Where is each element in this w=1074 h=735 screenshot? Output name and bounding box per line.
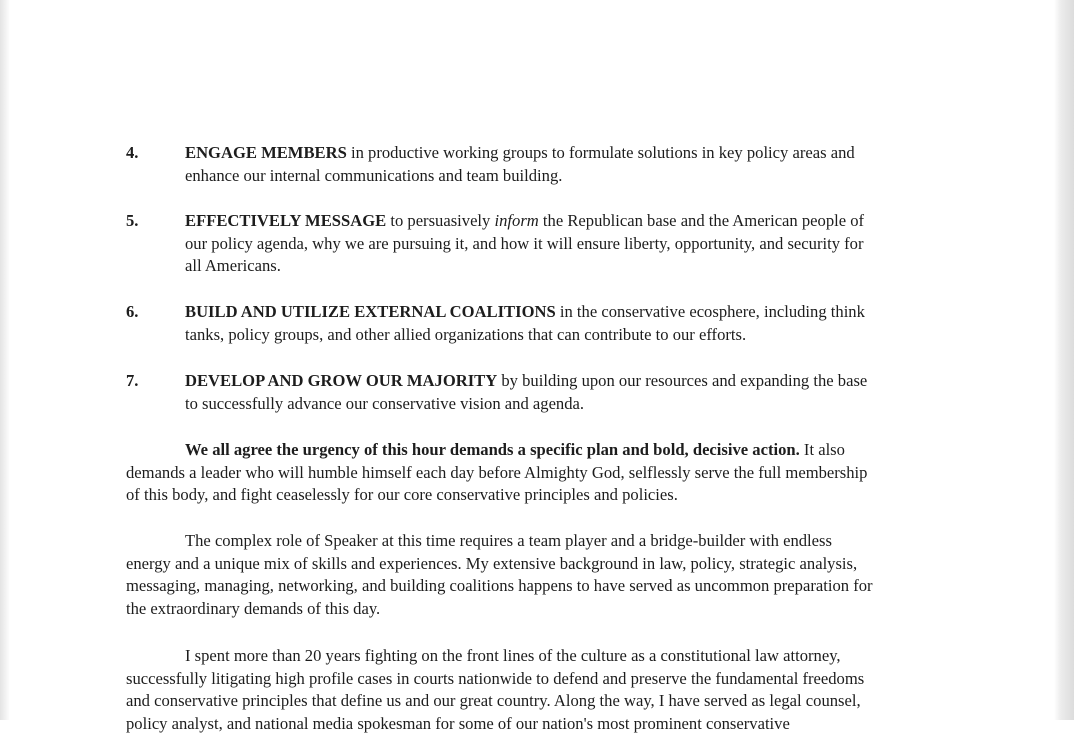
list-item-line: tanks, policy groups, and other allied organizations that can contribute to our efforts. [185,324,747,344]
list-item-heading: DEVELOP AND GROW OUR MAJORITY [185,371,498,390]
paragraph-line: of this body, and fight ceaselessly for our core conservative principles and policies. [126,485,678,505]
paragraph-line [126,439,956,462]
paragraph-line: energy and a unique mix of skills and experiences. My extensive background in law, policy, strategic analysis, [126,553,858,573]
paragraph-line: successfully litigating high profile cases in courts nationwide to defend and preserve the fundamental freedoms [126,668,865,688]
paragraph-line: The complex role of Speaker at this time requires a team player and a bridge-builder with endless [185,531,832,550]
list-number: 4. [126,143,139,162]
paragraph-line: policy analyst, and national media spokesman for some of our nation's most prominent conservative [126,713,790,733]
emphasis-text: inform [494,211,539,230]
list-item-line [185,142,945,165]
list-item-line [185,370,945,393]
list-item-line [185,301,945,324]
list-item-line: our policy agenda, why we are pursuing it, and how it will ensure liberty, opportunity, and security for [185,233,864,253]
list-item-heading: BUILD AND UTILIZE EXTERNAL COALITIONS [185,302,556,321]
paragraph-line: the extraordinary demands of this day. [126,598,381,618]
paragraph-role-of-speaker [126,530,956,620]
list-item-line: to successfully advance our conservative vision and agenda. [185,393,585,413]
list-item-6 [126,301,946,346]
list-item-line: enhance our internal communications and team building. [185,165,563,185]
list-item-text: to persuasively [386,211,495,230]
list-item-4 [126,142,946,187]
page-right-shadow [1054,0,1074,720]
list-item-5 [126,210,946,278]
paragraph-line: messaging, managing, networking, and building coalitions happens to have served as uncommon preparation for [126,576,873,596]
paragraph-bold-lead: We all agree the urgency of this hour demands a specific plan and bold, decisive action. [185,440,800,459]
list-item-line [185,210,945,233]
list-number: 6. [126,302,139,321]
list-item-text: in productive working groups to formulate solutions in key policy areas and [346,143,855,162]
paragraph-line: I spent more than 20 years fighting on the front lines of the culture as a constitutional law attorney, [185,646,841,665]
list-item-7 [126,370,946,415]
list-number: 5. [126,211,139,230]
list-item-body [185,142,945,187]
list-item-heading: EFFECTIVELY MESSAGE [185,211,387,230]
paragraph-background [126,645,956,735]
list-item-body [185,370,945,415]
list-item-text: by building upon our resources and expanding the base [497,371,868,390]
paragraph-urgency [126,439,956,507]
list-item-line: all Americans. [185,256,281,276]
list-item-heading: ENGAGE MEMBERS [185,143,347,162]
paragraph-line: and conservative principles that define us and our great country. Along the way, I have served as legal counsel, [126,691,861,711]
page-left-shadow [0,0,10,720]
list-item-body [185,210,945,278]
list-number: 7. [126,371,139,390]
list-item-text: in the conservative ecosphere, including think [555,302,865,321]
paragraph-line: demands a leader who will humble himself each day before Almighty God, selflessly serve the full membership [126,462,868,482]
list-item-text: the Republican base and the American people of [538,211,865,230]
paragraph-text: It also [799,440,845,459]
list-item-body [185,301,945,346]
